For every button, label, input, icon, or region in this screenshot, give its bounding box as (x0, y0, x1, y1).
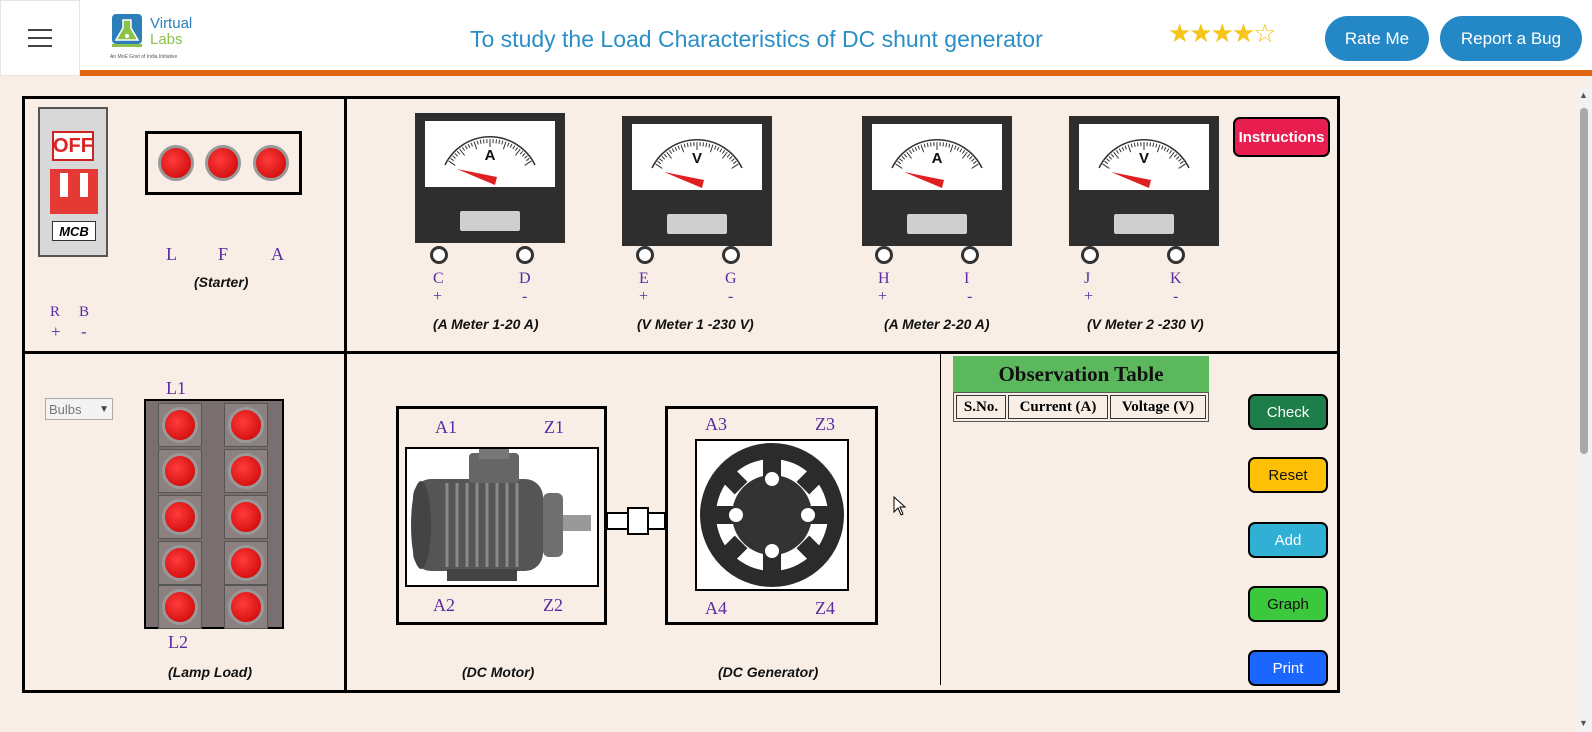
meter-3 (862, 116, 1012, 246)
meter-window (460, 211, 520, 231)
starter-box (145, 131, 302, 195)
meter-dial (425, 121, 555, 187)
bulb-icon (162, 407, 198, 443)
hamburger-menu-button[interactable] (0, 0, 80, 76)
bulbs-select-value: Bulbs (49, 401, 82, 417)
bulbs-select[interactable] (45, 398, 113, 420)
column-header-sno: S.No. (956, 395, 1006, 419)
logo-text-virtual: Virtual (150, 15, 193, 32)
logo-subtitle: An MoE Govt of India Initiative (110, 54, 178, 60)
lamp-board (144, 399, 284, 629)
lamp-bulb[interactable] (158, 541, 202, 585)
scroll-up-icon[interactable]: ▲ (1579, 90, 1588, 100)
bulb-icon (228, 589, 264, 625)
lamp-l1-label: L1 (166, 378, 186, 398)
chevron-down-icon: ▼ (99, 403, 109, 415)
meter-2-terminal-negative[interactable] (722, 246, 740, 264)
page-scrollbar[interactable] (1576, 86, 1592, 732)
bulb-icon (162, 453, 198, 489)
meter-3-terminal-label-1: H (878, 270, 890, 287)
lamp-l2-label: L2 (168, 632, 188, 652)
scroll-down-icon[interactable]: ▼ (1579, 718, 1588, 728)
mcb-toggle[interactable] (50, 169, 98, 214)
star-filled-icon[interactable]: ★★★★ (1168, 18, 1254, 48)
meter-4-terminal-label-1: J (1084, 270, 1091, 287)
meter-2-plus-label: + (639, 288, 649, 305)
starter-terminal-a[interactable] (253, 145, 289, 181)
meter-2-terminal-label-1: E (639, 270, 649, 287)
bulb-icon (228, 545, 264, 581)
terminal-b-label: B (79, 304, 90, 320)
lamp-bulb[interactable] (224, 449, 268, 493)
column-header-voltage: Voltage (V) (1110, 395, 1206, 419)
shaft-coupler-hub (627, 507, 649, 535)
page-title: To study the Load Characteristics of DC shunt generator (470, 26, 1043, 52)
meter-4-terminal-positive[interactable] (1081, 246, 1099, 264)
meter-unit-label: V (691, 150, 702, 167)
starter-caption: (Starter) (194, 274, 249, 290)
meter-2-caption: (V Meter 1 -230 V) (637, 316, 754, 332)
motor-a1-label: A1 (435, 417, 457, 437)
meter-4-terminal-negative[interactable] (1167, 246, 1185, 264)
generator-icon (697, 441, 847, 589)
meter-3-caption: (A Meter 2-20 A) (884, 316, 990, 332)
print-button[interactable]: Print (1248, 650, 1328, 686)
meter-unit-label: V (1138, 150, 1149, 167)
hamburger-icon-line (28, 37, 52, 39)
starter-terminal-l[interactable] (158, 145, 194, 181)
divider-horizontal (22, 351, 1340, 354)
meter-window (1114, 214, 1174, 234)
meter-1 (415, 113, 565, 243)
starter-f-label: F (218, 244, 229, 264)
lamp-bulb[interactable] (224, 403, 268, 447)
lamp-bulb[interactable] (224, 495, 268, 539)
starter-terminal-f[interactable] (205, 145, 241, 181)
flask-icon (110, 12, 148, 52)
meter-1-caption: (A Meter 1-20 A) (433, 316, 539, 332)
lamp-bulb[interactable] (224, 585, 268, 629)
generator-z3-label: Z3 (815, 414, 835, 434)
check-button[interactable]: Check (1248, 394, 1328, 430)
meter-dial (632, 124, 762, 190)
bulb-icon (228, 499, 264, 535)
starter-a-label: A (271, 244, 284, 264)
meter-3-minus-label: - (967, 288, 973, 305)
meter-1-terminal-label-2: D (519, 270, 531, 287)
generator-a3-label: A3 (705, 414, 727, 434)
motor-a2-label: A2 (433, 595, 455, 615)
meter-4-minus-label: - (1173, 288, 1179, 305)
meter-dial (1079, 124, 1209, 190)
observation-table-header (953, 392, 1209, 422)
meter-1-terminal-label-1: C (433, 270, 444, 287)
lamp-caption: (Lamp Load) (168, 664, 252, 680)
meter-2 (622, 116, 772, 246)
divider-observation (940, 354, 941, 685)
mcb-switch[interactable] (38, 107, 108, 257)
dc-generator-image (695, 439, 849, 591)
motor-z1-label: Z1 (544, 417, 564, 437)
meter-1-terminal-positive[interactable] (430, 246, 448, 264)
logo-text-labs: Labs (150, 31, 183, 48)
observation-table-title: Observation Table (953, 356, 1209, 392)
rating-stars[interactable] (1168, 18, 1275, 49)
bulb-icon (162, 589, 198, 625)
terminal-b-minus: - (81, 322, 87, 341)
terminal-r-plus: + (51, 322, 61, 341)
meter-3-terminal-positive[interactable] (875, 246, 893, 264)
column-header-current: Current (A) (1008, 395, 1108, 419)
virtual-labs-logo[interactable] (110, 12, 200, 62)
meter-window (667, 214, 727, 234)
lamp-bulb[interactable] (158, 449, 202, 493)
bulb-icon (162, 545, 198, 581)
meter-4 (1069, 116, 1219, 246)
lamp-bulb[interactable] (224, 541, 268, 585)
logo-text (150, 16, 192, 48)
star-empty-icon[interactable]: ☆ (1253, 18, 1275, 48)
mouse-cursor-icon (893, 496, 907, 516)
scroll-thumb[interactable] (1580, 108, 1588, 454)
meter-1-terminal-negative[interactable] (516, 246, 534, 264)
meter-3-terminal-label-2: I (964, 270, 970, 287)
dc-motor-image (405, 447, 599, 587)
meter-unit-label: A (931, 150, 943, 167)
generator-a4-label: A4 (705, 598, 727, 618)
meter-1-minus-label: - (522, 288, 528, 305)
report-bug-button[interactable]: Report a Bug (1440, 16, 1582, 61)
motor-z2-label: Z2 (543, 595, 563, 615)
bulb-icon (228, 407, 264, 443)
meter-4-plus-label: + (1084, 288, 1094, 305)
meter-4-terminal-label-2: K (1170, 270, 1182, 287)
lamp-bulb[interactable] (158, 495, 202, 539)
rate-me-button[interactable]: Rate Me (1325, 16, 1429, 61)
hamburger-icon (28, 29, 52, 31)
motor-icon (407, 449, 597, 585)
meter-4-caption: (V Meter 2 -230 V) (1087, 316, 1204, 332)
generator-z4-label: Z4 (815, 598, 835, 618)
lamp-bulb[interactable] (158, 403, 202, 447)
mcb-state-label: OFF (52, 131, 94, 161)
motor-caption: (DC Motor) (462, 664, 535, 680)
meter-2-minus-label: - (728, 288, 734, 305)
meter-2-terminal-label-2: G (725, 270, 737, 287)
meter-window (907, 214, 967, 234)
graph-button[interactable]: Graph (1248, 586, 1328, 622)
bulb-icon (162, 499, 198, 535)
meter-3-plus-label: + (878, 288, 888, 305)
meter-2-terminal-positive[interactable] (636, 246, 654, 264)
lamp-bulb[interactable] (158, 585, 202, 629)
add-button[interactable]: Add (1248, 522, 1328, 558)
generator-caption: (DC Generator) (718, 664, 819, 680)
meter-unit-label: A (484, 147, 496, 164)
meter-1-plus-label: + (433, 288, 443, 305)
divider-vertical (344, 96, 347, 693)
header-bar (0, 0, 1592, 76)
hamburger-icon-line (28, 45, 52, 47)
bulb-icon (228, 453, 264, 489)
reset-button[interactable]: Reset (1248, 457, 1328, 493)
terminal-r-label: R (50, 304, 61, 320)
mcb-label: MCB (52, 221, 96, 241)
starter-l-label: L (166, 244, 177, 264)
meter-dial (872, 124, 1002, 190)
instructions-button[interactable]: Instructions (1233, 117, 1330, 157)
meter-3-terminal-negative[interactable] (961, 246, 979, 264)
